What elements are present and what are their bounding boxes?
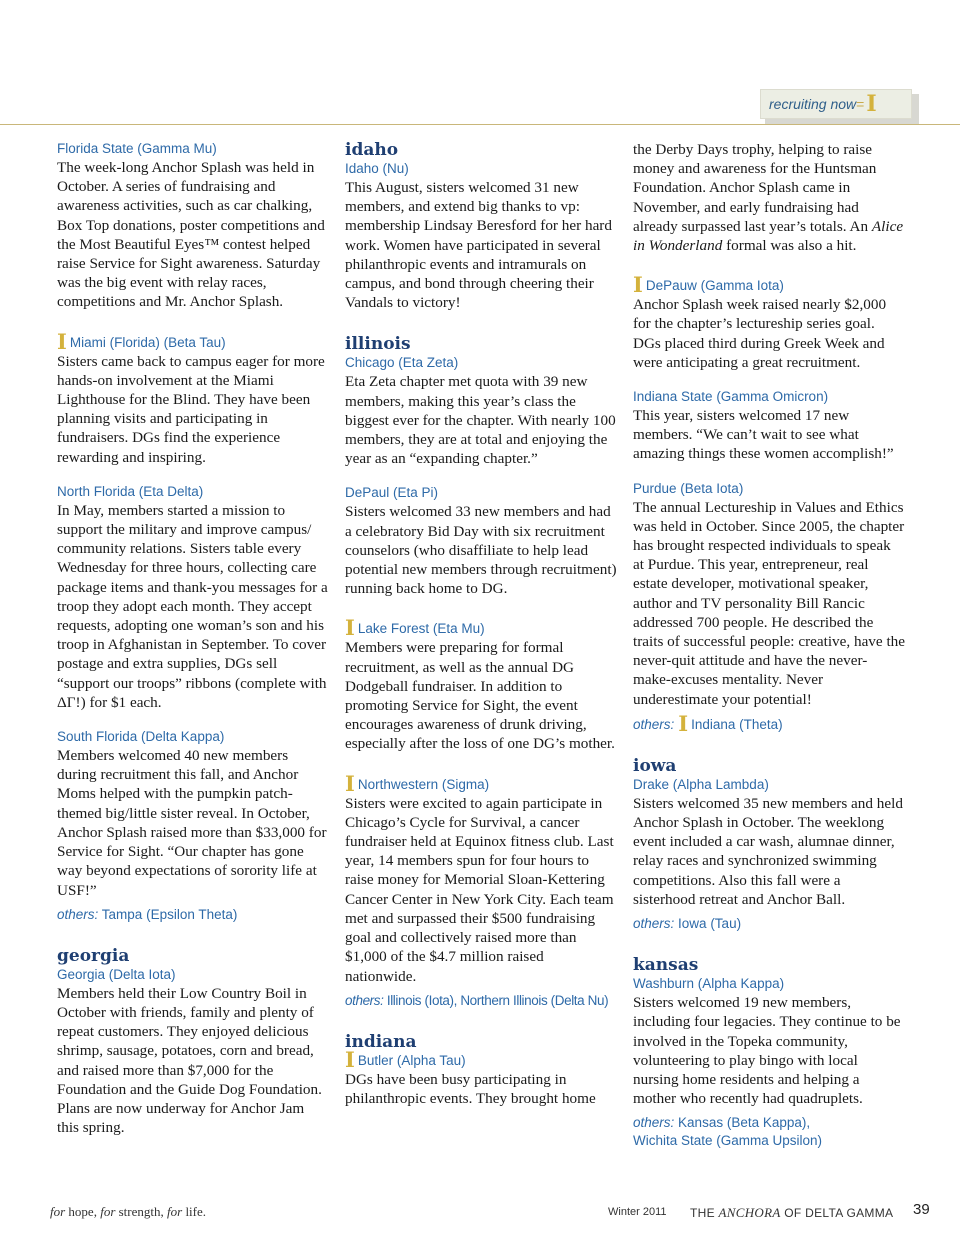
body-purdue: The annual Lectureship in Values and Ethics was held in October. Since 2005, the chapter has brought respected individuals to speak at Purdue. This year, entrepreneur, real estate developer, motivational speaker, author and TV personality Bill Rancic addressed 700 people. He described the traits of successful people: creative, have the never-quit attitude and have the never-make-excuses mentality. Never underestimate your potential! [633,498,905,708]
body-butler-continued: the Derby Days trophy, helping to raise money and awareness for the Huntsman Foundation. Anchor Splash came in November, and early fundraising had already surpassed last year’s totals. An Alice in Wonderland formal was also a hit. [633,141,904,255]
recruiting-i-icon: I [633,272,643,298]
chapter-north-florida: North Florida (Eta Delta) [57,483,204,499]
chapter-purdue: Purdue (Beta Iota) [633,480,744,496]
state-heading-georgia: georgia [57,945,130,966]
chapter-miami: I Miami (Florida) (Beta Tau) [57,328,226,354]
recruiting-i-icon: I [866,91,877,117]
chapter-northwestern: I Northwestern (Sigma) [345,770,490,796]
body-georgia: Members held their Low Country Boil in October with friends, family and plenty of repeat customers. They enjoyed delicious shrimp, sausage, potatoes, corn and bread, and raised more than $7,000 for the Foundation and the Guide Dog Foundation. Plans are now underway for Anchor Jam this spring. [57,984,322,1137]
state-heading-illinois: illinois [345,334,411,355]
body-butler: DGs have been busy participating in philanthropic events. They brought home [345,1070,596,1107]
body-drake: Sisters welcomed 35 new members and held Anchor Splash in October. The weeklong event included a car wash, alumnae dinner, relay races and synchronized swimming competitions. Also this fall were a sisterhood retreat and Anchor Ball. [633,794,903,908]
body-south-florida: Members welcomed 40 new members during recruitment this fall, and Anchor Moms helped with the pumpkin patch-themed big/little sister reveal. In October, Anchor Splash raised more than $33,000 for Service for Sight. “Our chapter has gone way beyond expectations of sorority life at USF!” [57,747,327,899]
others-kansas: others: Kansas (Beta Kappa), Wichita State (Gamma Upsilon) [633,1115,823,1149]
others-illinois: others: Illinois (Iota), Northern Illinois (Delta Nu) [345,992,609,1008]
tab-equal: = [856,96,865,112]
chapter-indiana-state: Indiana State (Gamma Omicron) [633,389,829,405]
body-miami: Sisters came back to campus eager for more hands-on involvement at the Miami Lighthouse for the Blind. They have been planning visits and participating in fundraisers. DGs find the experience rewarding and inspiring. [57,352,325,466]
state-heading-iowa: iowa [633,755,677,776]
column-2 [345,140,617,1108]
others-iowa: others: Iowa (Tau) [633,916,742,932]
chapter-georgia: Georgia (Delta Iota) [57,966,176,982]
header-rule [0,124,960,125]
others-south-florida: others: Tampa (Epsilon Theta) [57,906,238,922]
column-1 [57,140,329,1137]
body-northwestern: Sisters were excited to again participate in Chicago’s Cycle for Survival, a cancer fundraiser held at Equinox fitness club. Last year, 14 members spun for four hours to raise money for Memorial Sloan-Kettering Cancer Center in New York City. Each team met and surpassed their $500 fundraising goal and collectively raised more than $1,000 of the $4.7 million raised nationwide. [345,794,614,985]
recruiting-i-icon: I [678,710,689,736]
chapter-depauw: I DePauw (Gamma Iota) [633,272,784,298]
body-washburn: Sisters welcomed 19 new members, including four legacies. They continue to be involved in the Topeka community, volunteering to play bingo with local nursing home residents and helping a mother who recently had quadruplets. [633,994,901,1108]
chapter-chicago: Chicago (Eta Zeta) [345,355,459,371]
body-depauw: Anchor Splash week raised nearly $2,000 for the chapter’s lectureship series goal. DGs placed third during Greek Week and were anticipating a great recruitment. [633,296,887,371]
recruiting-i-icon: I [57,328,67,354]
body-idaho: This August, sisters welcomed 31 new members, and extend big thanks to vp: membership Lindsay Beresford for her hard work. Women have participated in several philanthropic events and intramurals on campus, and bond through cheering their Vandals to victory! [345,179,612,312]
chapter-idaho: Idaho (Nu) [345,161,409,176]
body-chicago: Eta Zeta chapter met quota with 39 new members, making this year’s class the biggest ever for the chapter. With nearly 100 members, they are at total and enjoying the year as an “expanding chapter.” [345,373,616,468]
chapter-depaul: DePaul (Eta Pi) [345,485,439,501]
recruiting-i-icon: I [345,1046,355,1072]
body-depaul: Sisters welcomed 33 new members and had a celebratory Bid Day with six recruitment counselors (who disaffiliate to help lead potential new members through recruitment) running back home to DG. [345,503,617,598]
chapter-florida-state: Florida State (Gamma Mu) [57,141,217,156]
body-florida-state: The week-long Anchor Splash was held in October. A series of fundraising and awareness activities, such as car chalking, Box Top donations, poster competitions and the Most Beautiful Eyes™ contest helped raise Service for Sight awareness. Saturday was the big event with relay races, competitions and Mr. Anchor Splash. [57,159,325,311]
state-heading-idaho: idaho [345,140,399,160]
footer-issue-date: Winter 2011 [608,1206,667,1218]
recruiting-now-tab [760,89,912,119]
chapter-drake: Drake (Alpha Lambda) [633,776,769,792]
chapter-lake-forest: I Lake Forest (Eta Mu) [345,615,485,641]
body-indiana-state: This year, sisters welcomed 17 new members. “We can’t wait to see what amazing things these women accomplish!” [633,407,894,463]
column-3 [633,140,905,1150]
recruiting-i-icon: I [345,615,355,641]
footer-tagline: for hope, for strength, for life. [50,1204,207,1219]
body-lake-forest: Members were preparing for formal recruitment, as well as the annual DG Dodgeball fundraiser. In addition to promoting Service for Sight, the event encourages awareness of drunk driving, especially after the loss of one DG’s mother. [345,639,615,753]
body-north-florida: In May, members started a mission to support the military and improve campus/ community relations. Sisters table every Wednesday for three hours, collecting care package items and thank-you messages for a troop they adopt each month. They accept requests, adopting one woman’s son and his troop in Afghanistan in September. To cover postage and extra supplies, DGs sell “support our troops” ribbons (complete with ΔΓ!) for $1 each. [57,501,328,711]
chapter-butler: I Butler (Alpha Tau) [345,1046,466,1072]
alice-in-wonderland-title: Alice in Wonderland [633,217,904,255]
chapter-south-florida: South Florida (Delta Kappa) [57,729,225,745]
page-number: 39 [913,1201,930,1218]
tab-text: recruiting now [769,96,857,112]
chapter-washburn: Washburn (Alpha Kappa) [633,976,785,992]
state-heading-kansas: kansas [633,955,699,976]
state-heading-indiana: indiana [345,1031,417,1052]
footer-publication-title: THE ANCHORA OF DELTA GAMMA [690,1205,894,1220]
recruiting-i-icon: I [345,770,355,796]
others-indiana: others: I Indiana (Theta) [633,710,783,736]
